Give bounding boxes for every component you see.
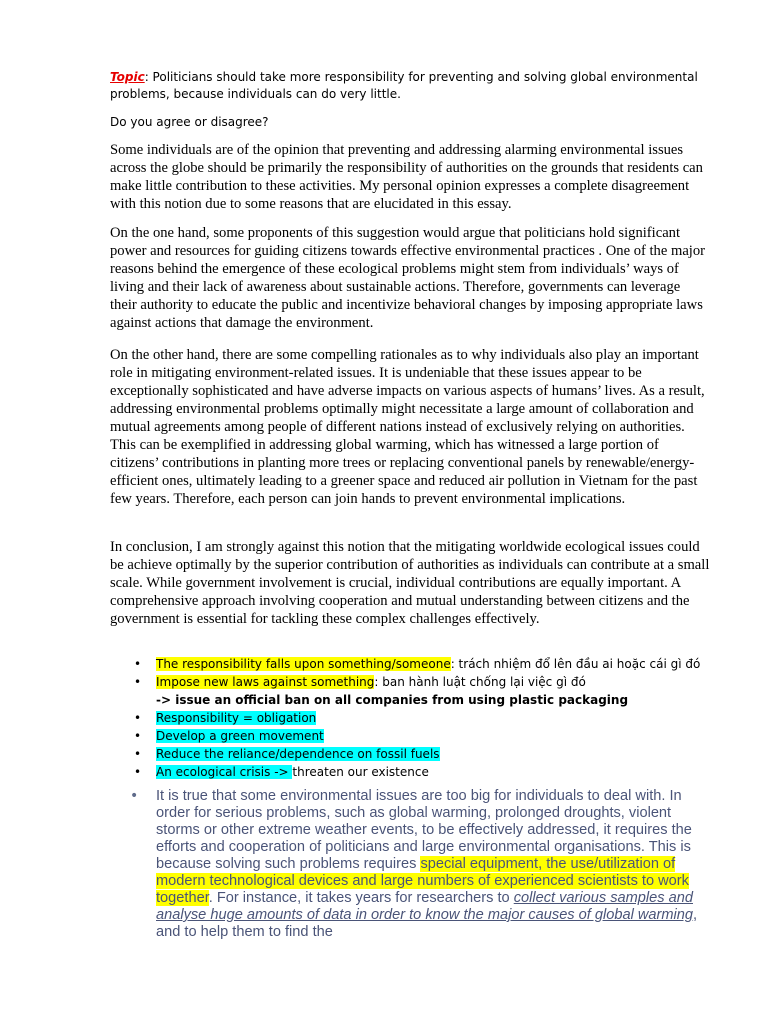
sample-underlined: collect various samples and analyse huge amounts of data in order to know the major causes of global warming xyxy=(156,890,694,923)
vocab-list xyxy=(110,655,710,781)
vocab-meaning: threaten our existence xyxy=(292,765,429,779)
bullet-icon: • xyxy=(130,788,139,804)
list-item xyxy=(110,745,710,763)
vocab-highlight: Responsibility = obligation xyxy=(156,711,317,725)
sample-paragraph xyxy=(130,788,710,941)
bullet-icon: • xyxy=(134,711,142,725)
essay-body-2: On the other hand, there are some compelling rationales as to why individuals also play an important role in mitigating environment-related issues. It is undeniable that these issues appear to be exceptionally sophisticated and have adverse impacts on various aspects of humans’ lives. As a result, addressing environmental problems optimally might necessitate a large amount of collaboration and mutual agreements among people of different nations instead of exclusively relying on authorities. This can be exemplified in addressing global warming, which has witnessed a large portion of citizens’ contributions in planting more trees or replacing conventional panels by renewable/energy-efficient ones, ultimately leading to a greener space and reduced air pollution in Vietnam for the past few years. Therefore, each person can join hands to prevent environmental implications. xyxy=(110,347,705,507)
topic-statement xyxy=(110,69,710,103)
vocab-meaning: : ban hành luật chống lại việc gì đó xyxy=(374,675,586,689)
bullet-icon: • xyxy=(134,729,142,743)
vocab-highlight: An ecological crisis -> xyxy=(156,765,293,779)
essay-body-1: On the one hand, some proponents of this suggestion would argue that politicians hold significant power and resources for guiding citizens towards effective environmental practices . One of the major reasons behind the emergence of these ecological problems might stem from individuals’ ways of living and their lack of awareness about sustainable actions. Therefore, governments can leverage their authority to educate the public and incentivize behavioral changes by imposing appropriate laws against actions that damage the environment. xyxy=(110,225,706,331)
essay-conclusion: In conclusion, I am strongly against this notion that the mitigating worldwide ecological issues could be achieve optimally by the superior contribution of authorities as individuals can contribute at a small scale. While government involvement is crucial, individual contributions are equally important. A comprehensive approach involving cooperation and mutual understanding between citizens and the government is essential for tackling these complex challenges effectively. xyxy=(110,539,710,627)
topic-text: : Politicians should take more responsibility for preventing and solving global environmental problems, because individuals can do very little. xyxy=(110,70,698,101)
sample-highlight: special equipment, the use/utilization of modern technological devices and large numbers of experienced scientists to work together xyxy=(156,856,689,906)
list-item xyxy=(110,727,710,745)
bullet-icon: • xyxy=(134,765,142,779)
question-line: Do you agree or disagree? xyxy=(110,115,269,129)
sample-part-1: It is true that some environmental issues are too big for individuals to deal with. In order for serious problems, such as global warming, prolonged droughts, violent storms or other extreme weather events, to be effectively addressed, it requires the efforts and cooperation of politicians and large environmental organisations. This is because solving such problems requires xyxy=(156,788,692,872)
list-item xyxy=(110,655,710,673)
bullet-icon: • xyxy=(134,747,142,761)
bullet-icon: • xyxy=(134,675,142,689)
vocab-highlight: Develop a green movement xyxy=(156,729,324,743)
sample-part-3: , and to help them to find the xyxy=(156,907,698,940)
essay-intro: Some individuals are of the opinion that preventing and addressing alarming environmental issues across the globe should be primarily the responsibility of authorities on the grounds that residents can make little contribution to these activities. My personal opinion expresses a complete disagreement with this notion due to some reasons that are elucidated in this essay. xyxy=(110,142,703,212)
sample-text xyxy=(156,788,710,941)
topic-label: Topic xyxy=(110,70,145,84)
vocab-highlight: Impose new laws against something xyxy=(156,675,375,689)
list-item-sub: -> issue an official ban on all companies from using plastic packaging xyxy=(156,693,629,707)
vocab-highlight: The responsibility falls upon something/someone xyxy=(156,657,451,671)
list-item xyxy=(110,709,710,727)
vocab-highlight: Reduce the reliance/dependence on fossil fuels xyxy=(156,747,440,761)
bullet-icon: • xyxy=(134,657,142,671)
list-item xyxy=(110,673,710,691)
vocab-meaning: : trách nhiệm đổ lên đầu ai hoặc cái gì đó xyxy=(450,657,701,671)
list-item xyxy=(110,763,710,781)
sample-part-2: . For instance, it takes years for researchers to xyxy=(208,890,514,906)
